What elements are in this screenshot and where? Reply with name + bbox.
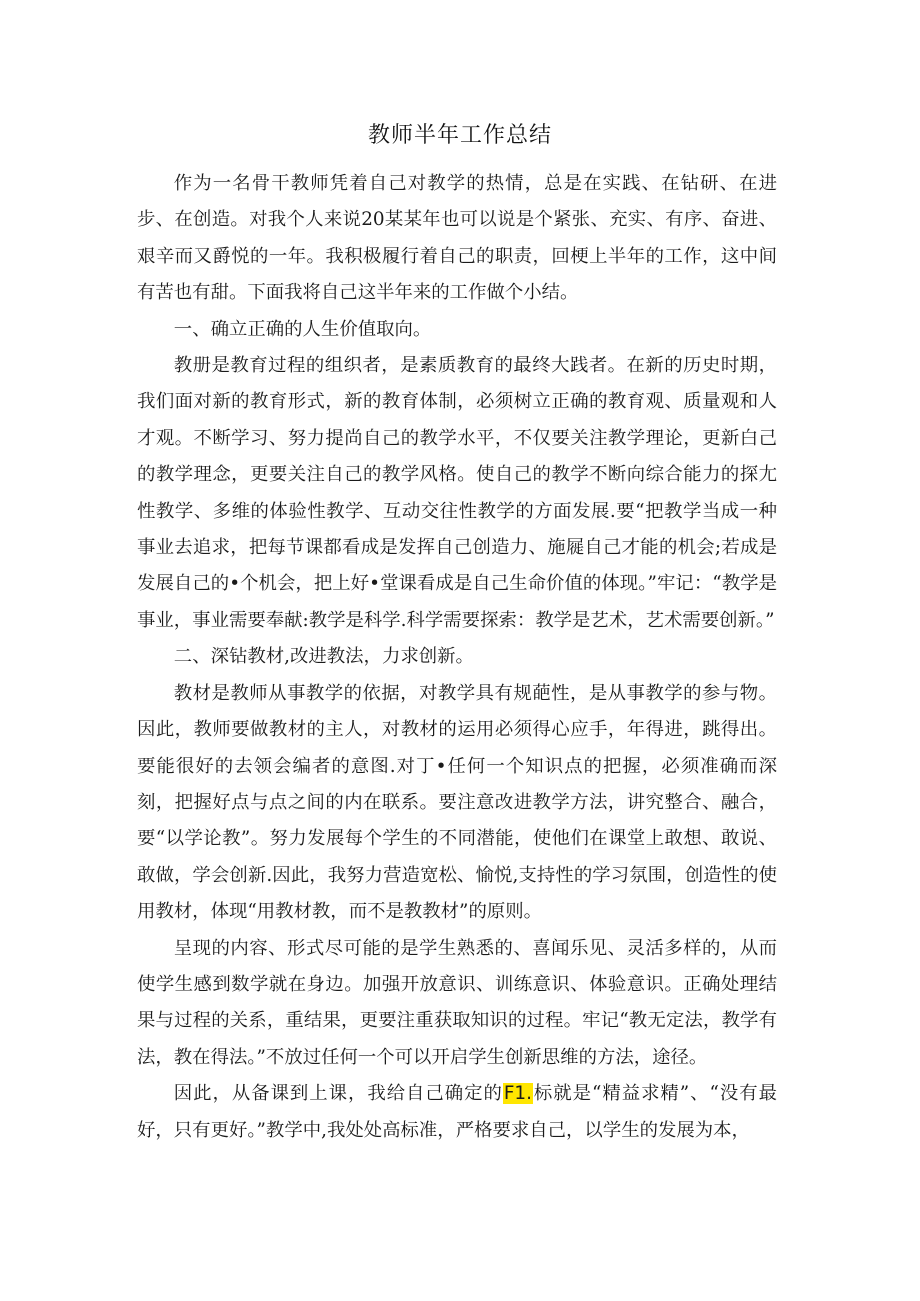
paragraph-section-2c	[137, 1076, 777, 1149]
paragraph-text-before: 因此，从备课到上课，我给自己确定的	[173, 1083, 503, 1105]
paragraph-section-2b: 呈现的内容、形式尽可能的是学生熟悉的、喜闻乐见、灵活多样的，从而使学生感到数学就在身边。加强开放意识、训练意识、体验意识。正确处理结果与过程的关系，重结果，更要注重获取知识的过程。牢记“教无定法，教学有法，教在得法。”不放过任何一个可以开启学生创新思维的方法，途径。	[137, 937, 777, 1068]
document-title: 教师半年工作总结	[367, 123, 552, 148]
paragraph-section-1: 教册是教育过程的组织者，是素质教育的最终大践者。在新的历史时期，我们面对新的教育形式，新的教育体制，必须树立正确的教育观、质量观和人才观。不断学习、努力提尚自己的教学水平，不仅要关注教学理论，更新白己的教学理念，更要关注自己的教学风格。使自己的教学不断向综合能力的探尢性教学、多维的体验性教学、互动交往性教学的方面发展.要“把教学当成一种事业去追求，把每节课都看成是发挥自己创造力、施屣自己才能的机会;若成是发展自己的•个机会，把上好•堂课看成是自己生命价值的体现。”牢记：“教学是事业，事业需要奉献:教学是科学.科学需要探索：教学是艺术，艺术需要创新。”	[137, 355, 777, 631]
highlighted-text: F1.	[503, 1083, 532, 1105]
section-heading-2: 二、深钻教材,改进教法，力求创新。	[173, 646, 474, 668]
paragraph-text-after: 标就是“精益求精”、“没有最好，只有更好。”教学中,我处处高标准，严格要求自己，以学生的发展为本，	[137, 1083, 777, 1141]
document-body	[137, 166, 777, 1149]
section-heading-1: 一、确立正确的人生价值取向。	[173, 318, 432, 340]
paragraph-intro: 作为一名骨干教师凭着自己对教学的热情，总是在实践、在钻研、在进步、在创造。对我个人来说20某某年也可以说是个紧张、充实、有序、奋进、艰辛而又爵悦的一年。我积极履行着自己的职责，回梗上半年的工作，这中间有苦也有甜。下面我将自己这半年来的工作做个小结。	[137, 173, 777, 304]
paragraph-section-2a: 教材是教师从事教学的依据，对教学具有规葩性，是从事教学的参与物。因此，教师要做教材的主人，对教材的运用必须得心应手，年得进，跳得出。要能很好的去领会编者的意图.对丁•任何一个知识点的把握，必须准确而深刻，把握好点与点之间的内在联系。要注意改进教学方法，讲究整合、融合，要“以学论教”。努力发展每个学生的不同潜能，使他们在课堂上敢想、敢说、敢做，学会创新.因此，我努力营造宽松、愉悦,支持性的学习氛围，创造性的使用教材，体现“用教材教，而不是教教材”的原则。	[137, 682, 777, 923]
